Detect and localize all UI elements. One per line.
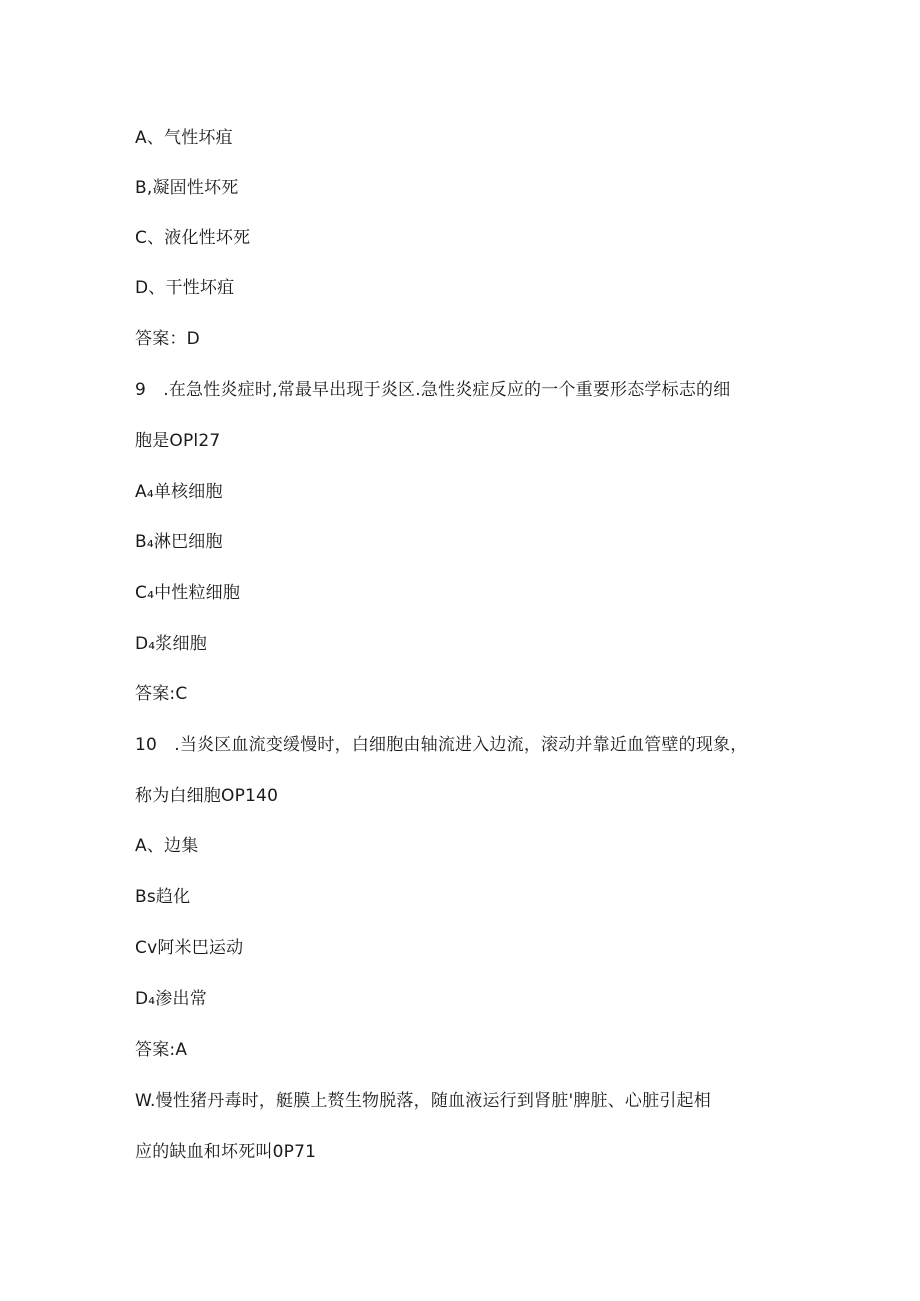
question-11-line-1: W.慢性猪丹毒时，艇膜上赘生物脱落，随血液运行到肾脏'脾脏、心脏引起相: [135, 1091, 711, 1111]
option-c-q9: C₄中性粒细胞: [135, 583, 241, 603]
question-9-line-1: 9 .在急性炎症时,常最早出现于炎区.急性炎症反应的一个重要形态学标志的细: [135, 380, 731, 400]
option-b-q10: Bs趋化: [135, 887, 191, 907]
option-d-q9: D₄浆细胞: [135, 634, 207, 654]
question-11-line-2: 应的缺血和坏死叫0P71: [135, 1142, 317, 1162]
option-c-q10: Cv阿米巴运动: [135, 938, 244, 958]
answer-q9: 答案:C: [135, 684, 188, 704]
option-d-q10: D₄渗出常: [135, 989, 207, 1009]
option-a-q8: A、气性坏疽: [135, 128, 233, 148]
option-c-q8: C、液化性坏死: [135, 228, 251, 248]
answer-q10: 答案:A: [135, 1040, 188, 1060]
question-9-line-2: 胞是OPl27: [135, 431, 221, 451]
answer-q8: 答案：D: [135, 329, 200, 349]
option-b-q9: B₄淋巴细胞: [135, 532, 223, 552]
option-b-q8: B,凝固性坏死: [135, 178, 239, 198]
option-a-q10: A、边集: [135, 836, 199, 856]
question-10-line-2: 称为白细胞OP140: [135, 786, 279, 806]
option-d-q8: D、干性坏疽: [135, 278, 235, 298]
option-a-q9: A₄单核细胞: [135, 482, 223, 502]
question-10-line-1: 10 .当炎区血流变缓慢时，白细胞由轴流进入边流，滚动并靠近血管壁的现象，: [135, 735, 748, 755]
